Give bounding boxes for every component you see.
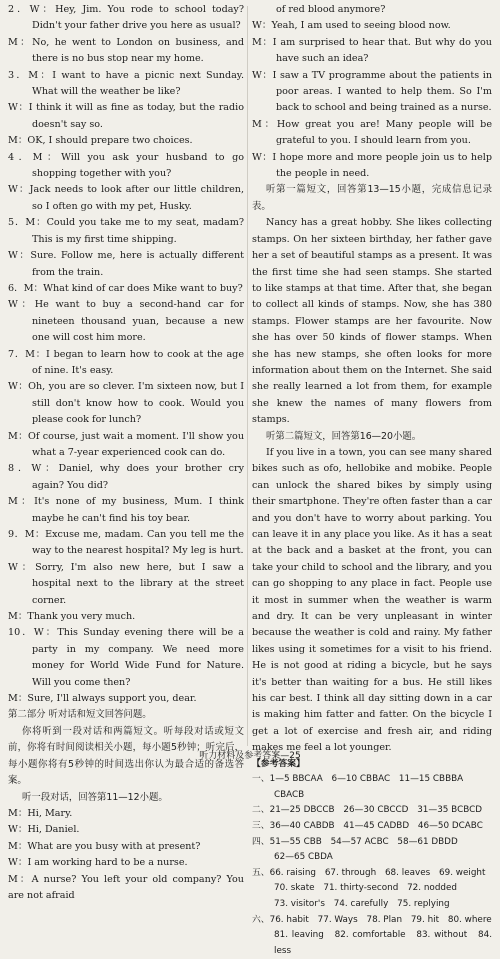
transcript-paragraph: If you live in a town, you can see many shared bikes such as ofo, hellobike and mobike. People can unlock the shared bikes by simply using their smartphone. They're often faster than a car and you don't have to worry about parking. You can leave it in any place you like. As it has a seat at the back and a basket at the front, you can take your child to school and the library, and you can go shopping to any place in fact. People use it most in summer when the weather is warm and dry. It can be very unpleasant in winter because the weather is cold and rainy. My father likes using it sometimes for a visit to his friend. He is not good at riding a bicycle, but he says it's better than waiting for a bus. He still likes his car best. I think all day sitting down in a car is making him fatter and fatter. On the bicycle I get a lot of exercise and fresh air, and riding makes me feel a lot younger. (252, 446, 492, 754)
transcript-paragraph: M：I am surprised to hear that. But why do you have such an idea? (252, 36, 492, 65)
dialogue-line: W：Sure. Follow me, here is actually different from the train. (8, 250, 244, 278)
answer-row: 五、66. raising 67. through 68. leaves 69. weight (252, 867, 486, 878)
dialogue-line: 第二部分 听对话和短文回答问题。 (8, 709, 152, 721)
answer-row: CBACB (274, 789, 305, 800)
answer-rows (252, 772, 492, 959)
transcript-paragraph: W：I saw a TV programme about the patients in poor areas. I wanted to help them. So I'm back to school and being trained as a nurse. (252, 69, 492, 114)
dialogue-line: 你将听到一段对话和两篇短文。听每段对话或短文前，你将有时间阅读相关小题，每小题5秒钟；听完后，每小题你将有5秒钟的时间选出你认为最合适的备选答案。 (8, 725, 244, 787)
transcript-paragraph: W：I hope more and more people join us to help the people in need. (252, 151, 492, 180)
answer-key-title: 【参考答案】 (252, 758, 305, 769)
dialogue-line: W：Hi, Daniel. (8, 824, 80, 836)
dialogue-line: M：A nurse? You left your old company? You are not afraid (8, 873, 244, 901)
dialogue-line: 6．M：What kind of car does Mike want to buy? (8, 282, 243, 294)
dialogue-line: M：Sure, I'll always support you, dear. (8, 693, 197, 705)
column-divider (247, 6, 248, 746)
transcript-paragraph: Nancy has a great hobby. She likes collecting stamps. On her sixteen birthday, her father gave her a set of beautiful stamps as a present. It was the first time she had seen stamps. She started to like stamps at that time. After that, she began to collect all kinds of stamps. Now, she has 380 stamps. Flower stamps are her favourite. Now she has over 50 kinds of flower stamps. When she has new stamps, she often looks for more information about them on the Internet. She said she really learned a lot from them, for example she knew the names of many flowers from stamps. (252, 217, 492, 426)
answer-row: 70. skate 71. thirty-second 72. nodded (274, 883, 457, 894)
answer-row: 81. leaving 82. comfortable 83. without 84. less (274, 930, 492, 956)
dialogue-line: 听一段对话，回答第11—12小题。 (22, 791, 168, 803)
answer-row: 三、36—40 CABDB 41—45 CADBD 46—50 DCABC (252, 821, 483, 832)
dialogue-line: 9．M：Excuse me, madam. Can you tell me the way to the nearest hospital? My leg is hurt. (8, 529, 244, 557)
transcript-paragraph: 听第二篇短文，回答第16—20小题。 (266, 430, 422, 442)
answer-row: 一、1—5 BBCAA 6—10 CBBAC 11—15 CBBBA (252, 774, 464, 785)
dialogue-line: M：It's none of my business, Mum. I think maybe he can't find his toy bear. (8, 496, 244, 524)
answer-row: 二、21—25 DBCCB 26—30 CBCCD 31—35 BCBCD (252, 805, 483, 816)
dialogue-line: M：Thank you very much. (8, 611, 136, 623)
transcript-paragraph: of red blood anymore? (276, 4, 386, 15)
dialogue-line: 5．M：Could you take me to my seat, madam? This is my first time shipping. (8, 217, 244, 245)
dialogue-line: W：Jack needs to look after our little children, so I often go with my pet, Husky. (8, 184, 244, 212)
dialogue-line: M：OK, I should prepare two choices. (8, 135, 193, 147)
dialogue-line: 7．M：I began to learn how to cook at the age of nine. It's easy. (8, 348, 244, 376)
page-footer: 听力材料及参考答案—25 (199, 751, 301, 761)
dialogue-line: W：Oh, you are so clever. I'm sixteen now, but I still don't know how to cook. Would you please cook for lunch? (8, 381, 244, 426)
transcript-paragraph: M：How great you are! Many people will be grateful to you. I should learn from you. (252, 118, 492, 147)
transcript-paragraph: W：Yeah, I am used to seeing blood now. (252, 20, 451, 32)
dialogue-line: M：No, he went to London on business, and there is no bus stop near my home. (8, 36, 244, 65)
right-column (252, 2, 492, 959)
answer-row: 73. visitor's 74. carefully 75. replying (274, 899, 450, 910)
dialogue-line: 4．M：Will you ask your husband to go shopping together with you? (8, 151, 244, 180)
dialogue-line: 8．W：Daniel, why does your brother cry again? You did? (8, 463, 244, 491)
dialogue-line: 10．W：This Sunday evening there will be a party in my company. We need more money for World Wide Fund for Nature. Will you come then? (8, 627, 244, 688)
answer-row: 62—65 CBDA (274, 852, 333, 863)
left-column (8, 2, 244, 904)
transcript-paragraph: 听第一篇短文，回答第13—15小题，完成信息记录表。 (252, 184, 492, 212)
dialogue-line: W：I am working hard to be a nurse. (8, 857, 188, 869)
dialogue-line: W：I think it will as fine as today, but the radio doesn't say so. (8, 102, 244, 130)
right-column-text (252, 2, 492, 757)
dialogue-line: M：What are you busy with at present? (8, 840, 201, 852)
dialogue-line: 3．M：I want to have a picnic next Sunday. What will the weather be like? (8, 69, 244, 98)
dialogue-line: M：Of course, just wait a moment. I'll show you what a 7-year experienced cook can do. (8, 430, 244, 458)
dialogue-line: 2．W：Hey, Jim. You rode to school today? Didn't your father drive you here as usual? (8, 4, 244, 32)
dialogue-line: M：Hi, Mary. (8, 807, 73, 819)
answer-key (252, 757, 492, 959)
answer-row: 四、51—55 CBB 54—57 ACBC 58—61 DBDD (252, 836, 458, 847)
dialogue-line: W：Sorry, I'm also new here, but I saw a hospital next to the library at the street corner. (8, 561, 244, 606)
dialogue-line: W：He want to buy a second-hand car for nineteen thousand yuan, because a new one will cost him more. (8, 299, 244, 344)
answer-row: 六、76. habit 77. Ways 78. Plan 79. hit 80. where (252, 914, 492, 925)
